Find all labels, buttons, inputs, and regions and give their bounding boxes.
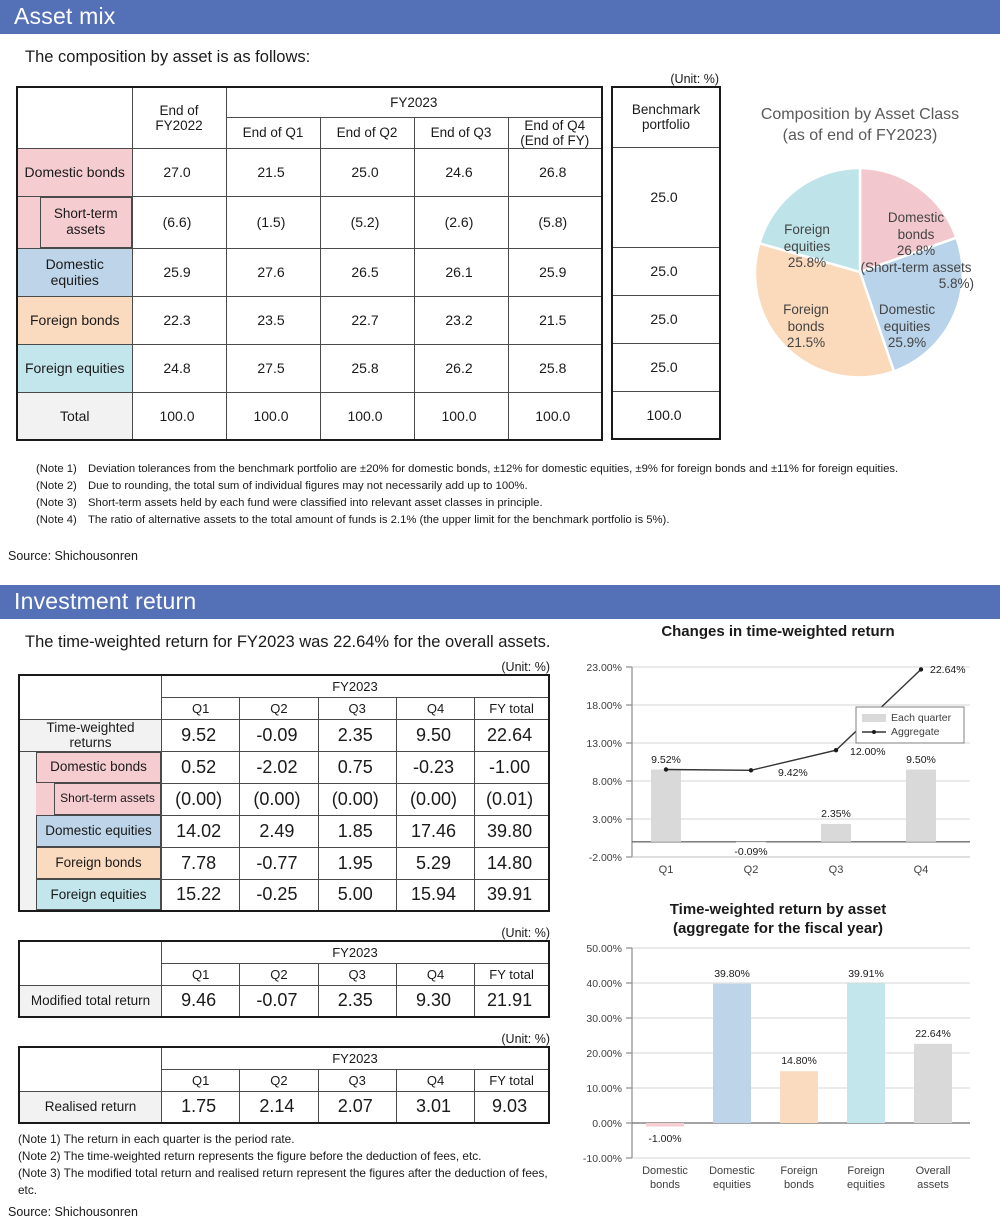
chart2-bar-overall-assets: [914, 1044, 952, 1123]
chart2-bar-foreign-equities: [847, 984, 885, 1124]
pie-label-domestic-bonds-l2: bonds: [897, 226, 935, 242]
investment-return-lead-text: The time-weighted return for FY2023 was 22.64% for the overall assets.: [25, 633, 551, 652]
table-row: [17, 296, 602, 344]
cell-db-q1: 0.52: [162, 751, 240, 783]
chart1-barlabel-q4: 9.50%: [906, 754, 936, 767]
col-group-header-fy2023: FY2023: [162, 675, 549, 697]
section-header-asset-mix: [0, 0, 1000, 34]
chart2-ytick-50: 50.00%: [586, 943, 622, 956]
table-row: [612, 147, 720, 247]
cell-st-fytotal: (0.01): [475, 783, 549, 815]
cell-short-term-q4: (5.8): [508, 196, 602, 248]
cell-benchmark-domestic-equities: 25.0: [612, 247, 720, 295]
cell-domestic-equities-q3: 26.1: [414, 248, 508, 296]
cell-de-fytotal: 39.80: [475, 815, 549, 847]
chart1-barlabel-q1: 9.52%: [651, 754, 681, 767]
chart1-legend-swatch-bar: [862, 714, 886, 722]
col-header-q4: Q4: [396, 697, 474, 719]
chart1-barlabel-q2: -0.09%: [734, 846, 768, 859]
return-table1-unit: (Unit: %): [501, 660, 550, 674]
chart2-bar-domestic-bonds: [646, 1123, 684, 1127]
col-header-q3: Q3: [318, 1069, 396, 1091]
col-header-q4: Q4: [396, 963, 474, 985]
cell-domestic-equities-fy2022: 25.9: [132, 248, 226, 296]
chart1-ytick-1: 3.00%: [592, 814, 622, 827]
note-text: Deviation tolerances from the benchmark portfolio are ±20% for domestic bonds, ±12% for domestic equities, ±9% for foreign bonds and ±11% for foreign equities.: [88, 463, 899, 475]
table-row: [19, 751, 549, 783]
changes-in-time-weighted-return-chart: [560, 622, 996, 894]
table-header-row-1: [19, 941, 549, 963]
cell-foreign-bonds-q3: 23.2: [414, 296, 508, 344]
col-header-fy-total: FY total: [475, 963, 549, 985]
cell-benchmark-domestic-bonds: 25.0: [612, 147, 720, 247]
cell-st-q2: (0.00): [240, 783, 318, 815]
note-text: Short-term assets held by each fund were classified into relevant asset classes in principle.: [88, 496, 543, 509]
col-header-q4-line1: End of Q4: [524, 117, 586, 133]
note-item: (Note 2) The time-weighted return represents the figure before the deduction of fees, etc.: [18, 1149, 482, 1164]
cell-twr-fytotal: 22.64: [475, 719, 549, 751]
chart1-legend-label-bar: Each quarter: [891, 712, 952, 725]
table-row: [17, 196, 602, 248]
asset-mix-notes: [36, 461, 966, 529]
chart2-svg: [560, 940, 996, 1198]
pie-label-domestic-bonds: [858, 210, 974, 292]
cell-short-term-q3: (2.6): [414, 196, 508, 248]
chart1-ytick-2: 8.00%: [592, 776, 622, 789]
chart1-ytick-4: 18.00%: [586, 700, 622, 713]
cell-domestic-bonds-q1: 21.5: [226, 148, 320, 196]
pie-chart-graphic: [750, 162, 974, 382]
chart1-ytick-0: -2.00%: [588, 852, 622, 865]
cell-fe-q1: 15.22: [162, 879, 240, 911]
row-label-total: Total: [17, 392, 132, 440]
cell-foreign-bonds-q2: 22.7: [320, 296, 414, 344]
cell-fb-q3: 1.95: [318, 847, 396, 879]
cell-fb-q4: 5.29: [396, 847, 474, 879]
table-header-row-1: [19, 675, 549, 697]
chart1-title: Changes in time-weighted return: [661, 623, 895, 640]
chart2-ytick-neg10: -10.00%: [582, 1153, 622, 1166]
short-term-label-line1: Short-term: [53, 206, 118, 222]
chart2-xlabel-overall-assets-l2: assets: [917, 1179, 949, 1192]
chart1-bar-q3: [821, 824, 851, 842]
chart2-xlabel-domestic-bonds-l1: Domestic: [642, 1165, 688, 1178]
note-tag: (Note 3): [36, 496, 77, 509]
chart1-ytick-5: 23.00%: [586, 662, 622, 675]
pie-label-foreign-bonds: [768, 302, 844, 351]
table-row: [17, 148, 602, 196]
cell-st-q4: (0.00): [396, 783, 474, 815]
col-header-q2: Q2: [240, 1069, 318, 1091]
cell-fe-q2: -0.25: [240, 879, 318, 911]
row-indent-spacer: [20, 879, 36, 910]
domestic-equities-label-line2: equities: [50, 272, 99, 288]
cell-foreign-equities-q2: 25.8: [320, 344, 414, 392]
col-header-fy-total: FY total: [475, 697, 549, 719]
row-label-domestic-bonds: Domestic bonds: [17, 148, 132, 196]
chart2-ytick-10: 10.00%: [586, 1083, 622, 1096]
cell-foreign-bonds-fy2022: 22.3: [132, 296, 226, 344]
note-tag: (Note 1): [36, 463, 77, 475]
cell-domestic-bonds-q2: 25.0: [320, 148, 414, 196]
benchmark-portfolio-table: [611, 86, 721, 440]
pie-label-foreign-equities: [766, 222, 848, 271]
note-item: [36, 495, 966, 512]
corner-cell: [19, 1047, 162, 1091]
cell-domestic-bonds-fy2022: 27.0: [132, 148, 226, 196]
col-header-q1: Q1: [162, 1069, 240, 1091]
cell-twr-q1: 9.52: [162, 719, 240, 751]
col-group-header-fy2023: FY2023: [162, 941, 549, 963]
cell-short-term-fy2022: (6.6): [132, 196, 226, 248]
row-indent-spacer: [20, 783, 36, 815]
chart1-svg: [560, 645, 996, 893]
row-label-foreign-equities: Foreign equities: [17, 344, 132, 392]
col-header-q4: Q4: [396, 1069, 474, 1091]
cell-db-fytotal: -1.00: [475, 751, 549, 783]
cell-rr-q4: 3.01: [396, 1091, 474, 1123]
cell-total-q4: 100.0: [508, 392, 602, 440]
row-label-short-term-assets: [17, 196, 132, 248]
cell-st-q3: (0.00): [318, 783, 396, 815]
table-row: [19, 783, 549, 815]
table-row: [17, 344, 602, 392]
cell-benchmark-foreign-equities: 25.0: [612, 343, 720, 391]
chart2-xlabel-foreign-bonds-l2: bonds: [784, 1179, 814, 1192]
row-label-foreign-bonds-text: Foreign bonds: [36, 847, 161, 879]
table-row: [612, 343, 720, 391]
col-header-q2: Q2: [240, 963, 318, 985]
note-text: Due to rounding, the total sum of individual figures may not necessarily add up to 100%.: [88, 479, 528, 492]
row-label-time-weighted-returns: Time-weighted returns: [19, 719, 162, 751]
cell-fb-fytotal: 14.80: [475, 847, 549, 879]
pie-title-line2: (as of end of FY2023): [782, 127, 938, 145]
chart1-linelabel-q2: 9.42%: [778, 767, 808, 780]
col-header-q3: Q3: [318, 963, 396, 985]
chart2-label-foreign-equities: 39.91%: [848, 968, 884, 981]
row-label-foreign-equities-text: Foreign equities: [36, 879, 161, 910]
chart1-barlabel-q3: 2.35%: [821, 808, 851, 821]
note-tag: (Note 2): [36, 479, 77, 492]
cell-rr-q3: 2.07: [318, 1091, 396, 1123]
cell-mtr-q2: -0.07: [240, 985, 318, 1017]
col-header-q4: [508, 117, 602, 148]
row-label-short-term-assets-text: Short-term assets: [54, 783, 161, 815]
col-header-q3: Q3: [318, 697, 396, 719]
row-label-foreign-bonds: Foreign bonds: [17, 296, 132, 344]
chart2-ytick-40: 40.00%: [586, 978, 622, 991]
return-table2-unit: (Unit: %): [501, 926, 550, 940]
cell-db-q4: -0.23: [396, 751, 474, 783]
col-group-header-fy2023: FY2023: [162, 1047, 549, 1069]
pie-label-foreign-bonds-l2: bonds: [787, 318, 825, 334]
pie-title-line1: Composition by Asset Class: [760, 106, 960, 123]
cell-de-q3: 1.85: [318, 815, 396, 847]
col-header-q1: Q1: [162, 697, 240, 719]
cell-foreign-bonds-q4: 21.5: [508, 296, 602, 344]
col-header-fy-total: FY total: [475, 1069, 549, 1091]
note-item: (Note 3) The modified total return and realised return represent the figures after the deduction of fees, etc.: [18, 1166, 548, 1198]
chart1-legend-marker: [872, 730, 876, 734]
benchmark-header-line2: portfolio: [642, 117, 691, 133]
chart1-legend-label-line: Aggregate: [891, 726, 940, 739]
row-label-short-term-assets-text: [40, 197, 132, 248]
cell-short-term-q2: (5.2): [320, 196, 414, 248]
chart2-xlabel-overall-assets-l1: Overall: [915, 1165, 951, 1178]
investment-return-tables: [8, 660, 558, 1219]
chart1-xlabel-q4: Q4: [913, 864, 929, 877]
cell-short-term-q1: (1.5): [226, 196, 320, 248]
cell-mtr-q1: 9.46: [162, 985, 240, 1017]
pie-label-foreign-equities-l2: equities: [783, 238, 831, 254]
cell-rr-fytotal: 9.03: [475, 1091, 549, 1123]
pie-label-foreign-equities-l1: Foreign: [784, 222, 830, 238]
pie-label-domestic-bonds-value: 26.8%: [896, 243, 936, 259]
corner-cell: [19, 941, 162, 985]
cell-db-q3: 0.75: [318, 751, 396, 783]
cell-domestic-bonds-q4: 26.8: [508, 148, 602, 196]
chart2-ytick-30: 30.00%: [586, 1013, 622, 1026]
corner-cell: [17, 87, 132, 148]
section-header-investment-return: [0, 585, 1000, 619]
chart2-ytick-20: 20.00%: [586, 1048, 622, 1061]
note-text: The ratio of alternative assets to the total amount of funds is 2.1% (the upper limit for the benchmark portfolio is 5%).: [88, 513, 670, 526]
cell-mtr-fytotal: 21.91: [475, 985, 549, 1017]
chart2-label-domestic-bonds: -1.00%: [648, 1133, 682, 1146]
asset-mix-table-area: [16, 72, 721, 441]
pie-label-foreign-bonds-l1: Foreign: [783, 302, 829, 318]
pie-chart-title: [726, 104, 994, 146]
col-group-header-fy2023: FY2023: [226, 87, 602, 117]
chart1-bar-q2: [736, 842, 766, 843]
row-indent-spacer: [20, 752, 36, 784]
chart2-xlabel-foreign-equities-l1: Foreign: [847, 1165, 885, 1178]
col-header-fy2022: End of FY2022: [132, 87, 226, 148]
chart2-title: [560, 900, 996, 938]
chart1-legend: [856, 707, 964, 743]
chart2-ytick-0: 0.00%: [592, 1118, 622, 1131]
row-label-domestic-equities: [17, 248, 132, 296]
cell-fb-q2: -0.77: [240, 847, 318, 879]
cell-fb-q1: 7.78: [162, 847, 240, 879]
asset-mix-unit-label: (Unit: %): [670, 72, 719, 86]
chart1-bar-q1: [651, 770, 681, 842]
table-row: [19, 847, 549, 879]
table-row: [19, 815, 549, 847]
col-header-q3: End of Q3: [414, 117, 508, 148]
cell-total-fy2022: 100.0: [132, 392, 226, 440]
cell-total-q1: 100.0: [226, 392, 320, 440]
row-indent-spacer: [18, 197, 40, 248]
table-header-row-1: [17, 87, 602, 117]
asset-mix-table: [16, 86, 603, 441]
cell-benchmark-total: 100.0: [612, 391, 720, 439]
cell-fe-fytotal: 39.91: [475, 879, 549, 911]
cell-st-q1: (0.00): [162, 783, 240, 815]
cell-rr-q1: 1.75: [162, 1091, 240, 1123]
cell-rr-q2: 2.14: [240, 1091, 318, 1123]
asset-mix-source: Source: Shichousonren: [8, 549, 138, 563]
note-tag: (Note 4): [36, 513, 77, 526]
cell-de-q1: 14.02: [162, 815, 240, 847]
pie-label-domestic-equities: [864, 302, 950, 351]
cell-twr-q2: -0.09: [240, 719, 318, 751]
section-title-investment-return: Investment return: [14, 588, 197, 614]
short-term-label-line2: assets: [66, 222, 106, 237]
time-weighted-return-table: [18, 674, 550, 912]
chart2-title-line2: (aggregate for the fiscal year): [672, 920, 884, 938]
chart2-title-line1: Time-weighted return by asset: [669, 901, 887, 918]
cell-total-q2: 100.0: [320, 392, 414, 440]
benchmark-header-line1: Benchmark: [631, 102, 701, 118]
realised-return-table: [18, 1046, 550, 1124]
table-row: [612, 247, 720, 295]
chart2-bar-foreign-bonds: [780, 1072, 818, 1124]
table-row: [19, 1091, 549, 1123]
cell-foreign-bonds-q1: 23.5: [226, 296, 320, 344]
return-table3-unit: (Unit: %): [501, 1032, 550, 1046]
pie-label-foreign-bonds-value: 21.5%: [786, 335, 826, 351]
row-label-realised-return: Realised return: [19, 1091, 162, 1123]
cell-benchmark-foreign-bonds: 25.0: [612, 295, 720, 343]
col-header-q2: Q2: [240, 697, 318, 719]
asset-mix-lead-text: The composition by asset is as follows:: [25, 48, 311, 67]
pie-label-short-term-l1: (Short-term assets: [860, 259, 972, 275]
chart1-linelabel-q4: 22.64%: [930, 664, 966, 677]
cell-de-q2: 2.49: [240, 815, 318, 847]
note-item: [36, 461, 966, 478]
cell-mtr-q3: 2.35: [318, 985, 396, 1017]
domestic-equities-label-line1: Domestic: [45, 256, 104, 272]
table-row: [612, 391, 720, 439]
chart1-xlabel-q3: Q3: [828, 864, 844, 877]
pie-label-foreign-equities-value: 25.8%: [787, 255, 827, 271]
benchmark-header-row: [612, 87, 720, 147]
col-header-q1: End of Q1: [226, 117, 320, 148]
row-label-foreign-equities: [19, 879, 162, 911]
section-title-asset-mix: Asset mix: [14, 3, 116, 29]
cell-mtr-q4: 9.30: [396, 985, 474, 1017]
note-item: [36, 512, 966, 529]
table-row: [612, 295, 720, 343]
table-header-row-1: [19, 1047, 549, 1069]
chart2-label-foreign-bonds: 14.80%: [781, 1055, 817, 1068]
row-indent-spacer: [20, 847, 36, 879]
table-row: [19, 879, 549, 911]
row-indent-spacer-2: [36, 783, 54, 815]
cell-domestic-bonds-q3: 24.6: [414, 148, 508, 196]
chart2-y-ticks: [626, 948, 632, 1158]
cell-domestic-equities-q4: 25.9: [508, 248, 602, 296]
row-label-domestic-bonds: [19, 751, 162, 783]
cell-fe-q4: 15.94: [396, 879, 474, 911]
table-row: [19, 719, 549, 751]
cell-db-q2: -2.02: [240, 751, 318, 783]
benchmark-col-header: [612, 87, 720, 147]
col-header-q1: Q1: [162, 963, 240, 985]
cell-foreign-equities-fy2022: 24.8: [132, 344, 226, 392]
modified-total-return-table: [18, 940, 550, 1018]
chart1-y-ticks: [626, 667, 632, 857]
chart1-xlabel-q2: Q2: [743, 864, 759, 877]
cell-domestic-equities-q1: 27.6: [226, 248, 320, 296]
col-header-q4-line2: (End of FY): [520, 132, 590, 148]
pie-label-domestic-equities-value: 25.9%: [887, 335, 927, 351]
cell-foreign-equities-q1: 27.5: [226, 344, 320, 392]
row-label-foreign-bonds: [19, 847, 162, 879]
cell-twr-q3: 2.35: [318, 719, 396, 751]
chart2-xlabel-foreign-equities-l2: equities: [847, 1179, 885, 1192]
pie-label-domestic-bonds-l1: Domestic: [887, 210, 945, 226]
chart1-bar-q4: [906, 770, 936, 842]
cell-domestic-equities-q2: 26.5: [320, 248, 414, 296]
table-row: [17, 392, 602, 440]
chart2-label-domestic-equities: 39.80%: [714, 968, 750, 981]
col-header-q2: End of Q2: [320, 117, 414, 148]
note-item: [36, 478, 966, 495]
pie-label-domestic-equities-l1: Domestic: [878, 302, 936, 318]
cell-foreign-equities-q4: 25.8: [508, 344, 602, 392]
note-item: (Note 1) The return in each quarter is the period rate.: [18, 1132, 295, 1146]
row-label-short-term-assets: [19, 783, 162, 815]
row-label-modified-total-return: Modified total return: [19, 985, 162, 1017]
investment-return-notes: [18, 1131, 558, 1199]
chart1-linelabel-q3: 12.00%: [850, 746, 886, 759]
chart2-xlabel-foreign-bonds-l1: Foreign: [780, 1165, 818, 1178]
chart2-bar-domestic-equities: [713, 984, 751, 1123]
row-indent-spacer: [20, 815, 36, 847]
cell-twr-q4: 9.50: [396, 719, 474, 751]
row-label-domestic-bonds-text: Domestic bonds: [36, 752, 161, 784]
cell-de-q4: 17.46: [396, 815, 474, 847]
table-row: [17, 248, 602, 296]
chart2-xlabel-domestic-equities-l2: equities: [713, 1179, 751, 1192]
chart2-xlabel-domestic-bonds-l2: bonds: [650, 1179, 680, 1192]
time-weighted-return-by-asset-chart: [560, 900, 996, 1200]
pie-chart-panel: [726, 104, 994, 382]
pie-label-short-term-value: 5.8%): [938, 276, 974, 292]
row-label-domestic-equities: [19, 815, 162, 847]
chart1-ytick-3: 13.00%: [586, 738, 622, 751]
chart2-label-overall-assets: 22.64%: [915, 1028, 951, 1041]
cell-foreign-equities-q3: 26.2: [414, 344, 508, 392]
investment-return-source: Source: Shichousonren: [8, 1205, 138, 1219]
row-label-domestic-equities-text: Domestic equities: [36, 815, 161, 847]
corner-cell: [19, 675, 162, 719]
cell-total-q3: 100.0: [414, 392, 508, 440]
pie-label-domestic-equities-l2: equities: [883, 318, 931, 334]
cell-fe-q3: 5.00: [318, 879, 396, 911]
chart1-xlabel-q1: Q1: [658, 864, 674, 877]
chart2-xlabel-domestic-equities-l1: Domestic: [709, 1165, 755, 1178]
table-row: [19, 985, 549, 1017]
